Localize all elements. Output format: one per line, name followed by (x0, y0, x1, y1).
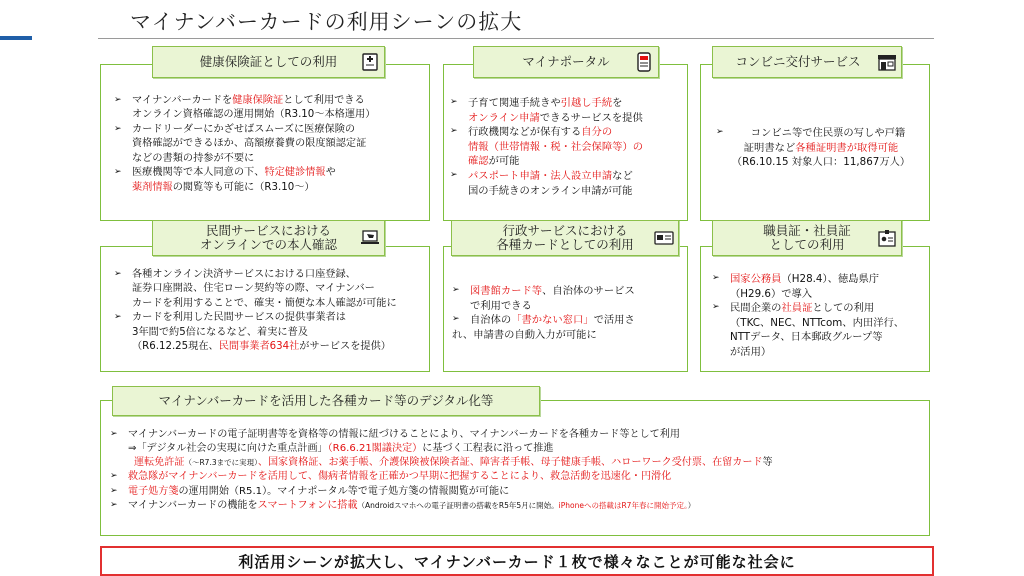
text: （R6.10.15 対象人口：11,867万人） (731, 156, 911, 169)
text-note: （～R7.3までに実現） (184, 458, 258, 468)
panel-body-health-insurance (114, 94, 426, 195)
panel-body-konbini (716, 126, 926, 170)
text: が可能 (488, 155, 520, 168)
text: 民間企業の (730, 302, 782, 315)
bullet-marker: ➢ (110, 471, 118, 482)
text: に基づく工程表に沿って推進 (422, 443, 554, 455)
panel-head-konbini (712, 46, 902, 78)
panel-body-digitalization (110, 428, 928, 513)
title-divider (98, 38, 934, 39)
text: 医療機関等で本人同意の下、 (132, 167, 265, 179)
bullet-marker: ➢ (450, 126, 458, 137)
text-highlight: 薬剤情報 (132, 181, 173, 193)
text-highlight: 運転免許証 (134, 457, 185, 469)
panel-body-admin-services (452, 284, 686, 342)
bullet-marker: ➢ (114, 167, 122, 178)
text-highlight: （R6.6.21閣議決定） (327, 443, 423, 455)
text: れ、申請書の自動入力が可能に (452, 328, 597, 341)
laptop-cart-icon (360, 228, 380, 248)
panel-title: 健康保険証としての利用 (199, 53, 338, 69)
health-card-icon (360, 52, 380, 72)
text: 子育て関連手続きや (468, 97, 561, 109)
bullet-marker: ➢ (450, 170, 458, 181)
text: 行政機関などが保有する (468, 126, 582, 139)
text: 国の手続きのオンライン申請が可能 (468, 184, 633, 197)
text: コンビニ等で住民票の写しや戸籍 (750, 127, 906, 139)
store-icon (877, 52, 897, 72)
bullet-marker: ➢ (114, 123, 122, 134)
text-highlight: 引越し手続 (560, 97, 613, 109)
text: マイナンバーカードを (132, 95, 233, 106)
text: NTTデータ、日本郵政グループ等 (730, 331, 883, 344)
text: など (612, 170, 633, 183)
id-badge-icon (877, 228, 897, 248)
text-highlight: 「書かない窓口」 (511, 314, 594, 327)
text: の閲覧等も可能に（R3.10～） (172, 181, 315, 193)
text: が活用） (730, 346, 772, 359)
panel-head-digitalization (112, 386, 540, 416)
text-highlight: 図書館カード等 (470, 285, 543, 297)
panel-title: コンビニ交付サービス (735, 53, 861, 69)
panel-title: マイナンバーカードを活用した各種カード等のデジタル化等 (158, 392, 494, 408)
text-highlight: パスポート申請・法人設立申請 (468, 170, 613, 183)
text-note: ） (687, 500, 696, 510)
bullet-marker: ➢ (452, 285, 460, 295)
panel-body-employee-id (712, 272, 928, 360)
panel-title-line1: 行政サービスにおける (502, 222, 628, 238)
text: で活用さ (593, 314, 635, 327)
page-title: マイナンバーカードの利用シーンの拡大 (130, 10, 523, 34)
text-highlight: 情報（世帯情報・税・社会保障等）の (468, 140, 644, 153)
text: 証明書など (743, 141, 796, 154)
text: で利用できる (470, 299, 532, 312)
bullet-marker: ➢ (450, 97, 458, 107)
text: カードリーダーにかざせばスムーズに医療保険の (132, 123, 356, 135)
text: を (612, 97, 623, 109)
text-highlight: 各種証明書が取得可能 (795, 141, 899, 154)
panel-head-mynaportal (473, 46, 659, 78)
text-highlight: 電子処方箋 (128, 485, 179, 497)
panel-head-health-insurance (152, 46, 385, 78)
text: オンライン資格確認の運用開始（R3.10～本格運用） (132, 109, 376, 121)
panel-title-line1: 職員証・社員証 (763, 222, 851, 238)
slide-accent-bar (0, 36, 32, 40)
text: として利用できる (283, 95, 365, 106)
text: 3年間で約5倍になるなど、着実に普及 (132, 326, 308, 338)
smartphone-icon (634, 52, 654, 72)
text-note-highlight: iPhoneへの搭載はR7年春に開始予定。 (558, 500, 688, 510)
text-note: （Androidスマホへの電子証明書の搭載をR5年5月に開始。 (357, 500, 559, 510)
panel-head-employee-id (712, 220, 902, 256)
text: マイナンバーカードの電子証明書等を資格等の情報に紐づけることにより、マイナンバーカードを各種カード等として利用 (128, 429, 680, 440)
panel-head-private-services (152, 220, 385, 256)
bullet-marker: ➢ (114, 95, 122, 105)
text-highlight: 国家公務員 (730, 273, 782, 285)
panel-body-mynaportal (450, 96, 686, 198)
bullet-marker: ➢ (716, 127, 724, 137)
card-icon (654, 228, 674, 248)
bullet-marker: ➢ (114, 269, 122, 279)
text-highlight: 救急隊がマイナンバーカードを活用して、傷病者情報を正確かつ早期に把握することにより、救急活動を迅速化・円滑化 (128, 471, 672, 483)
text-highlight: 民間事業者634社 (218, 341, 300, 353)
text-highlight: オンライン申請 (468, 111, 540, 124)
text: の運用開始（R5.1）。マイナポータル等で電子処方箋の情報閲覧が可能に (178, 485, 510, 497)
bullet-marker: ➢ (114, 312, 122, 323)
panel-title: マイナポータル (522, 53, 610, 69)
text-highlight: 健康保険証 (232, 95, 284, 106)
text: （H29.6）で導入 (730, 287, 813, 300)
text: マイナンバーカードの機能を (128, 499, 258, 511)
text-highlight: 確認 (468, 155, 489, 168)
bullet-marker: ➢ (110, 429, 118, 439)
text: などの書類の持参が不要に (132, 152, 255, 164)
panel-title-line2: オンラインでの本人確認 (199, 237, 338, 252)
text: （H28.4）、徳島県庁 (781, 273, 880, 285)
text: 各種オンライン決済サービスにおける口座登録、 (132, 269, 356, 280)
conclusion-banner: 利活用シーンが拡大し、マイナンバーカード１枚で様々なことが可能な社会に (100, 546, 934, 576)
text-highlight: 社員証 (781, 302, 813, 315)
text: ⇒「デジタル社会の実現に向けた重点計画」 (128, 443, 328, 455)
text: がサービスを提供） (299, 341, 391, 353)
bullet-marker: ➢ (110, 499, 118, 510)
text: カードを利用することで、確実・簡便な本人確認が可能に (132, 297, 397, 309)
text: できるサービスを提供 (539, 111, 643, 124)
text-highlight: 、国家資格証、お薬手帳、介護保険被保険者証、障害者手帳、母子健康手帳、ハローワーク受付票、在留カード (257, 457, 763, 469)
text-highlight: スマートフォンに搭載 (257, 499, 358, 511)
text: （R6.12.25現在、 (132, 341, 219, 353)
text: 自治体の (470, 314, 512, 327)
text: としての利用 (812, 302, 875, 315)
panel-title-line2: 各種カードとしての利用 (496, 237, 634, 252)
panel-head-admin-services (451, 220, 679, 256)
text: 等 (762, 457, 773, 469)
text: 、自治体のサービス (542, 285, 635, 297)
panel-title-line1: 民間サービスにおける (205, 222, 331, 238)
bullet-marker: ➢ (110, 485, 118, 496)
text-highlight: 特定健診情報 (264, 167, 326, 179)
text: や (325, 167, 336, 179)
text: 証券口座開設、住宅ローン契約等の際、マイナンバー (132, 283, 375, 295)
bullet-marker: ➢ (452, 314, 460, 325)
panel-body-private-services (114, 268, 430, 355)
text: カードを利用した民間サービスの提供事業者は (132, 312, 346, 324)
text-highlight: 自分の (581, 126, 613, 139)
bullet-marker: ➢ (712, 302, 720, 313)
text: 資格確認ができるほか、高額療養費の限度額認定証 (132, 138, 367, 150)
panel-title-line2: としての利用 (769, 237, 845, 252)
text: （TKC、NEC、NTTcom、内田洋行、 (730, 316, 905, 329)
bullet-marker: ➢ (712, 273, 720, 283)
